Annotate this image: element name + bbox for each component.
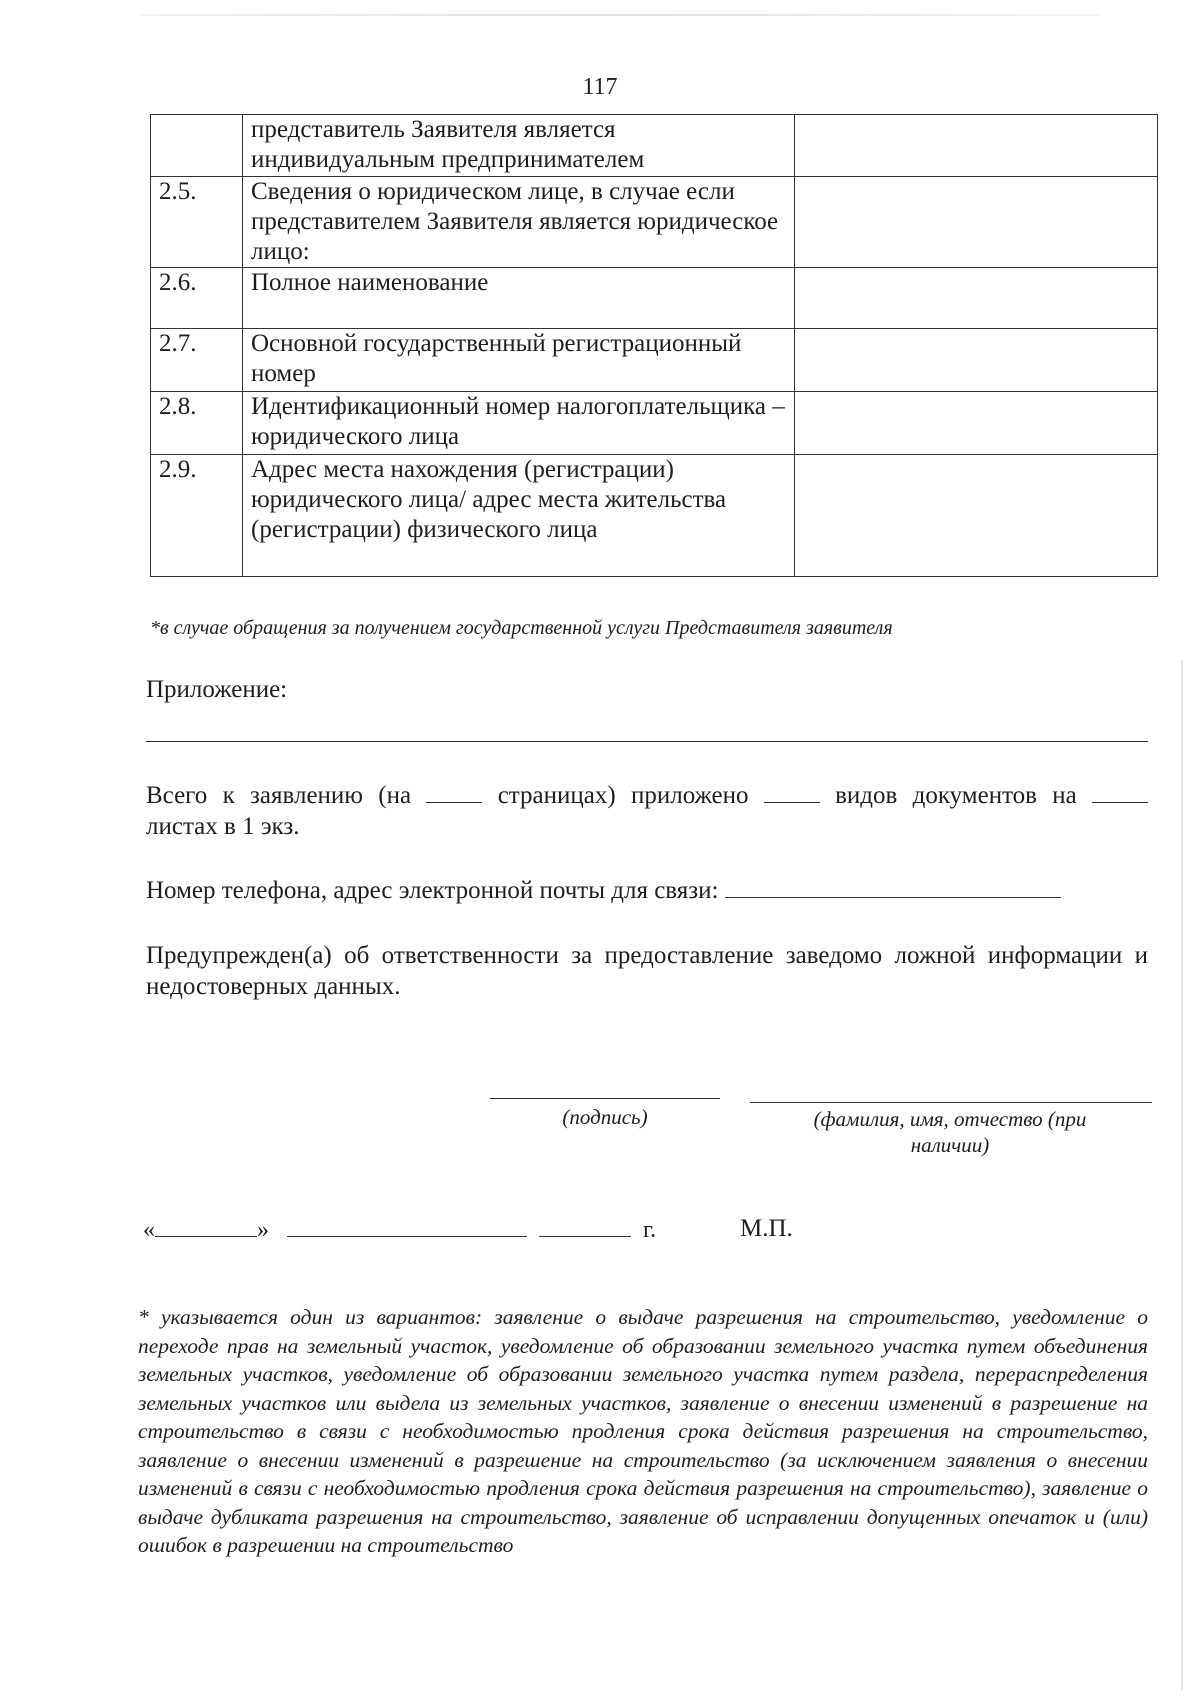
row-value-field[interactable]: [795, 455, 1158, 577]
table-row: [151, 329, 1158, 392]
contact-blank[interactable]: [725, 875, 1061, 898]
scan-artifact-top: [140, 14, 1100, 16]
row-label: Основной государственный регистрационный номер: [243, 329, 795, 392]
date-open-quote: «: [143, 1217, 155, 1243]
day-blank[interactable]: [155, 1218, 257, 1237]
date-line: [143, 1215, 843, 1246]
sheets-count-blank[interactable]: [1092, 780, 1148, 803]
signature-line[interactable]: [490, 1098, 720, 1099]
date-close-quote: »: [257, 1217, 269, 1243]
table-footnote: *в случае обращения за получением государственной услуги Представителя заявителя: [150, 617, 893, 639]
row-value-field[interactable]: [795, 392, 1158, 455]
row-value-field[interactable]: [795, 329, 1158, 392]
row-number: 2.9.: [151, 455, 243, 577]
docs-text-1: Всего к заявлению (на: [146, 782, 412, 809]
table-row: [151, 392, 1158, 455]
row-label: Полное наименование: [243, 268, 795, 329]
page-number: 117: [582, 74, 618, 100]
contact-line: [146, 875, 1148, 906]
applicant-info-table: [150, 114, 1158, 577]
row-value-field[interactable]: [795, 268, 1158, 329]
row-label: Идентификационный номер налогоплательщика – юридического лица: [243, 392, 795, 455]
docs-text-4: листах в 1 экз.: [146, 813, 300, 840]
row-number: 2.5.: [151, 177, 243, 268]
table-row: [151, 268, 1158, 329]
year-suffix: г.: [643, 1217, 657, 1243]
table-row: [151, 177, 1158, 268]
row-number: 2.6.: [151, 268, 243, 329]
row-label: Адрес места нахождения (регистрации) юридического лица/ адрес места жительства (регистрации) физического лица: [243, 455, 795, 577]
contact-label: Номер телефона, адрес электронной почты для связи:: [146, 877, 719, 904]
month-blank[interactable]: [287, 1218, 527, 1237]
scan-artifact-right: [1181, 660, 1183, 1690]
stamp-place: М.П.: [740, 1215, 793, 1242]
full-name-line[interactable]: [750, 1102, 1152, 1103]
doc-types-count-blank[interactable]: [764, 780, 820, 803]
documents-count-statement: [146, 780, 1148, 842]
pages-count-blank[interactable]: [426, 780, 482, 803]
documents-count-line: [146, 780, 1148, 811]
table-row: [151, 455, 1158, 577]
signature-caption: (подпись): [562, 1105, 648, 1129]
docs-text-2: страницах) приложено: [497, 782, 749, 809]
year-blank[interactable]: [539, 1218, 631, 1237]
row-label: представитель Заявителя является индивидуальным предпринимателем: [243, 115, 795, 177]
row-label: Сведения о юридическом лице, в случае если представителем Заявителя является юридическое лицо:: [243, 177, 795, 268]
liability-warning: Предупрежден(а) об ответственности за предоставление заведомо ложной информации и недостоверных данных.: [146, 942, 1148, 1000]
row-number: 2.7.: [151, 329, 243, 392]
docs-text-3: видов документов на: [835, 782, 1077, 809]
row-value-field[interactable]: [795, 177, 1158, 268]
table-row: [151, 115, 1158, 177]
attachment-label: Приложение:: [146, 676, 288, 703]
row-value-field[interactable]: [795, 115, 1158, 177]
variants-footnote: * указывается один из вариантов: заявление о выдаче разрешения на строительство, уведомление о переходе прав на земельный участок, уведомление об образовании земельного участка путем объединения земельных участков, уведомление об образовании земельного участка путем раздела, перераспределения земельных участков или выдела из земельных участков, заявление о внесении изменений в разрешение на строительство в связи с необходимостью продления срока действия разрешения на строительство, заявление о внесении изменений в разрешение на строительство (за исключением заявления о внесении изменений в связи с необходимостью продления срока действия разрешения на строительство), заявление о выдаче дубликата разрешения на строительство, заявление об исправлении допущенных опечаток и (или) ошибок в разрешении на строительство: [138, 1305, 1148, 1557]
row-number: [151, 115, 243, 177]
row-number: 2.8.: [151, 392, 243, 455]
full-name-caption: (фамилия, имя, отчество (при наличии): [813, 1107, 1087, 1157]
attachment-line[interactable]: [146, 741, 1148, 742]
